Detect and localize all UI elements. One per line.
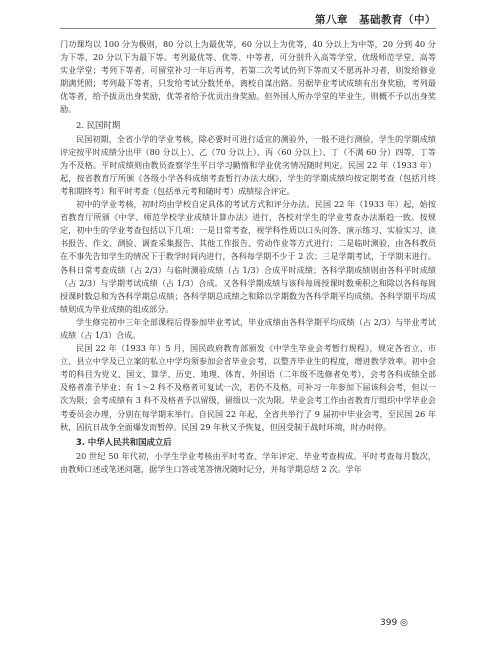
header-rule: [60, 28, 436, 29]
page-body: [60, 38, 436, 476]
paragraph-primary-school: 民国初期，全省小学的学业考核，除必要时可进行适宜的测验外，一般不进行测验，学生的学期成绩评定按平时成绩分出甲（80 分以上）、乙（70 分以上）、丙（60 分以上）、丁（不满 60 分）四等，丁等为不及格。平时成绩则由教员查察学生平日学习勤惰和学业优劣情况随时判定。民国 22 年（1933 年）起，按省教育厅所颁《各级小学各科成绩考查暂行办法大纲》，学生的学期成绩均按定期考查（包括月终考和期终考）和平时考查（包括单元考和随时考）成绩综合评定。: [60, 133, 436, 196]
paragraph-continued: 门功课均以 100 分为极则，80 分以上为最优等，60 分以上为优等，40 分以上为中等，20 分到 40 分为下等，20 分以下为最下等。考列最优等、优等、中等者，可分别升入高等学堂、优级师范学堂、高等实业学堂；考列下等者，可留堂补习一年后再考，若第二次考试仍列下等而又不愿再补习者，则发给修业期满凭照；考列最下等者，只发给考试分数凭单，离校自谋出路。另据毕业考试成绩有出身奖励，考列最优等者，给予拔贡出身奖励，优等者给予优贡出身奖励。但外国人所办学堂的毕业生，则概不予以出身奖励。: [60, 39, 436, 115]
paragraph-unified-exam: 民国 22 年（1933 年）5 月，国民政府教育部颁发《中学生毕业会考暂行规程》，规定各省立、市立、县立中学及已立案的私立中学均须参加会省毕业会考，以整齐毕业生的程度，增进教学效率。初中会考的科目为党义、国文、算学、历史、地理、体育、外国语（二年级不选修者免考），会考各科成绩全部及格者准予毕业；有 1～2 科不及格者可复试一次，若仍不及格，可补习一年参加下届该科会考，但以一次为限；会考成绩有 3 科不及格者予以留级，留级以一次为限。毕业会考工作由省教育厅组织中学毕业会考委员会办理，分别在每学期末举行。自民国 22 年起，全省共举行了 9 届初中毕业会考，至民国 26 年秋，因抗日战争全面爆发而暂停。民国 29 年秋又予恢复，但因受制于战时环境，时办时停。: [60, 343, 436, 432]
paragraph-1950s: 20 世纪 50 年代初，小学生学业考核由平时考查、学年评定、毕业考查构成。平时考查每月数次，由教师口述或笔述问题，据学生口答或笔答情况随时记分，并每学期总结 2 次。学年: [60, 450, 436, 474]
page-number: 399 ◎: [380, 618, 408, 628]
paragraph-graduation-exam: 学生修完初中三年全部课程后得参加毕业考试，毕业成绩由各科学期平均成绩（占 2/3）与毕业考试成绩（占 1/3）合成。: [60, 316, 436, 340]
section-heading-republic: 2. 民国时期: [76, 119, 121, 130]
running-header: 第八章 基础教育（中）: [315, 14, 436, 26]
section-heading-prc: 3. 中华人民共和国成立后: [76, 436, 172, 447]
paragraph-junior-high-assessment: 初中的学业考核，初时均由学校自定具体的考试方式和评分办法。民国 22 年（1933 年）起，始按省教育厅所颁《中学、师范学校学业成绩计算办法》进行，各校对学生的学业考查办法渐趋一致。按规定，初中生的学业考查包括以下几项：一是日常考查，视学科性质以口头问答、演示练习、实验实习、读书报告、作文、测验、调查采集报告、其他工作报告、劳动作业等方式进行；二是临时测验，由各科教员在不事先告知学生的情况下于教学时间内进行，各科每学期不少于 2 次；三是学期考试，于学期末进行。各科日常考查成绩（占 2/3）与临时测验成绩（占 1/3）合成平时成绩；各科学期成绩则由各科平时成绩（占 2/3）与学期考试成绩（占 1/3）合成。又各科学期成绩与该科每周授课时数乘积之和除以各科每周授课时数总和为各科学期总成绩；各科学期总成绩之和除以学期数为各科学期平均成绩。各科学期平均成绩则成为毕业成绩的组成部分。: [60, 199, 436, 314]
